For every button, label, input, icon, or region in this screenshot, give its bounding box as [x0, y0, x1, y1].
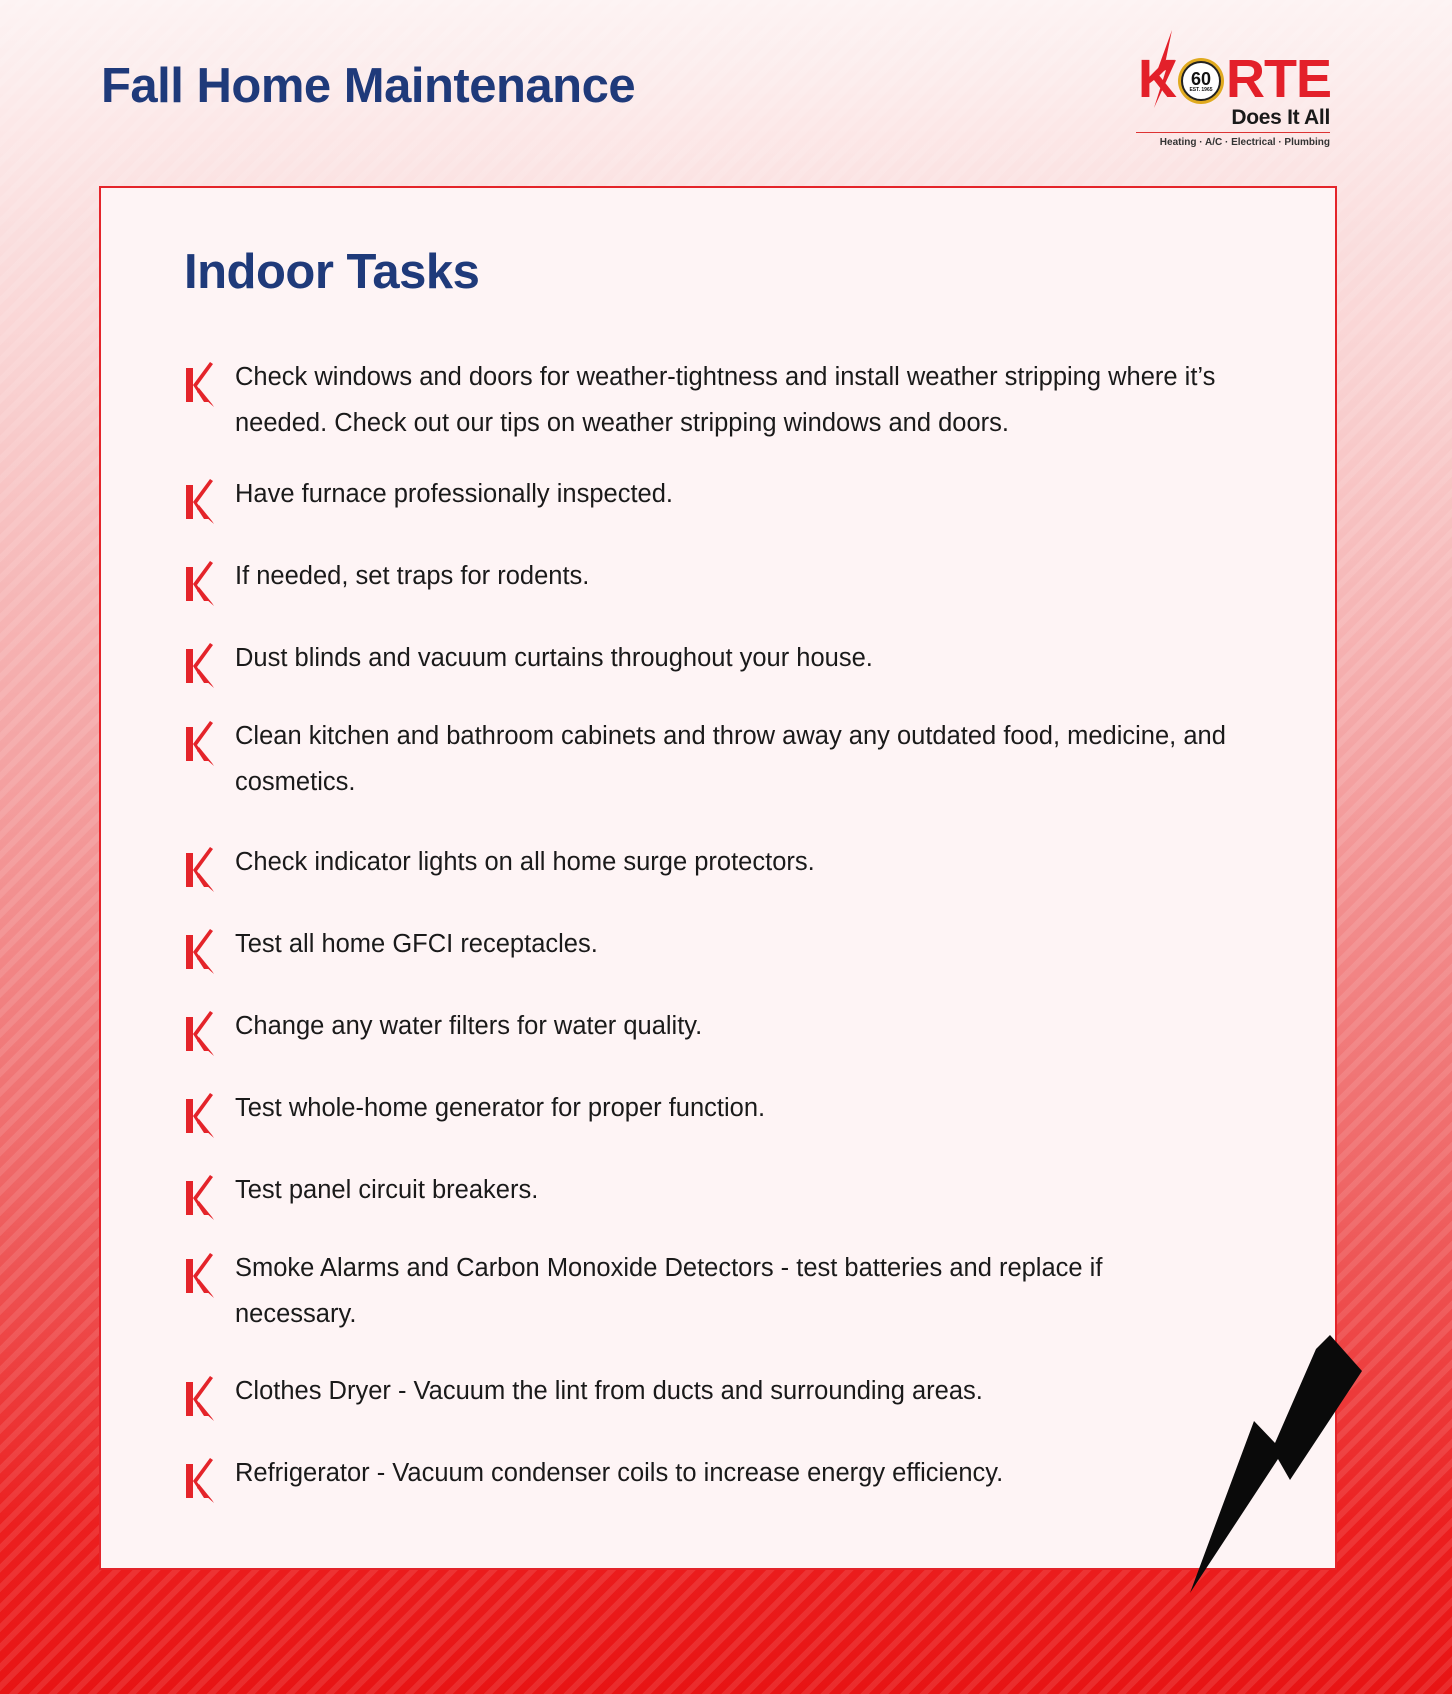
- task-text: Test all home GFCI receptacles.: [235, 930, 598, 958]
- logo-brand-start: K: [1138, 49, 1176, 109]
- korte-k-icon: [184, 358, 214, 408]
- logo-services: Heating · A/C · Electrical · Plumbing: [1159, 137, 1330, 148]
- tasks-card: [99, 186, 1337, 1570]
- korte-logo[interactable]: [1130, 30, 1330, 156]
- lightning-bolt-icon: [1190, 1335, 1362, 1595]
- korte-k-icon: [184, 1454, 214, 1504]
- korte-k-icon: [184, 717, 214, 767]
- badge-est: EST. 1965: [1189, 86, 1213, 93]
- logo-brand-end: RTE: [1226, 49, 1331, 109]
- task-text: Test panel circuit breakers.: [235, 1176, 539, 1204]
- logo-divider: [1136, 132, 1330, 133]
- task-text: Have furnace professionally inspected.: [235, 480, 673, 508]
- badge-number: 60: [1190, 68, 1212, 89]
- task-text: Change any water filters for water quality.: [235, 1012, 703, 1040]
- task-text: Check indicator lights on all home surge protectors.: [235, 848, 815, 876]
- korte-k-icon: [184, 1089, 214, 1139]
- task-text: Clothes Dryer - Vacuum the lint from ducts and surrounding areas.: [235, 1377, 983, 1405]
- logo-wordmark: [1138, 49, 1331, 109]
- page-title: Fall Home Maintenance: [101, 59, 636, 113]
- korte-k-icon: [184, 1249, 214, 1299]
- korte-k-icon: [184, 475, 214, 525]
- task-text: Clean kitchen and bathroom cabinets and throw away any outdated food, medicine, and cosmetics.: [235, 722, 1226, 796]
- task-text: If needed, set traps for rodents.: [235, 562, 590, 590]
- section-title: Indoor Tasks: [184, 245, 480, 299]
- korte-k-icon: [184, 1007, 214, 1057]
- korte-k-icon: [184, 843, 214, 893]
- logo-tagline: Does It All: [1231, 106, 1330, 129]
- task-text: Test whole-home generator for proper function.: [235, 1094, 766, 1122]
- korte-k-icon: [184, 1171, 214, 1221]
- korte-k-icon: [184, 925, 214, 975]
- korte-k-icon: [184, 557, 214, 607]
- korte-k-icon: [184, 639, 214, 689]
- task-text: Smoke Alarms and Carbon Monoxide Detectors - test batteries and replace if necessary.: [235, 1254, 1103, 1328]
- task-text: Refrigerator - Vacuum condenser coils to increase energy efficiency.: [235, 1459, 1004, 1487]
- korte-k-icon: [184, 1372, 214, 1422]
- task-text: Check windows and doors for weather-tightness and install weather stripping where it’s needed. Check out our tips on weather stripping windows and doors.: [235, 363, 1216, 437]
- anniversary-badge: [1178, 58, 1224, 104]
- task-text: Dust blinds and vacuum curtains throughout your house.: [235, 644, 873, 672]
